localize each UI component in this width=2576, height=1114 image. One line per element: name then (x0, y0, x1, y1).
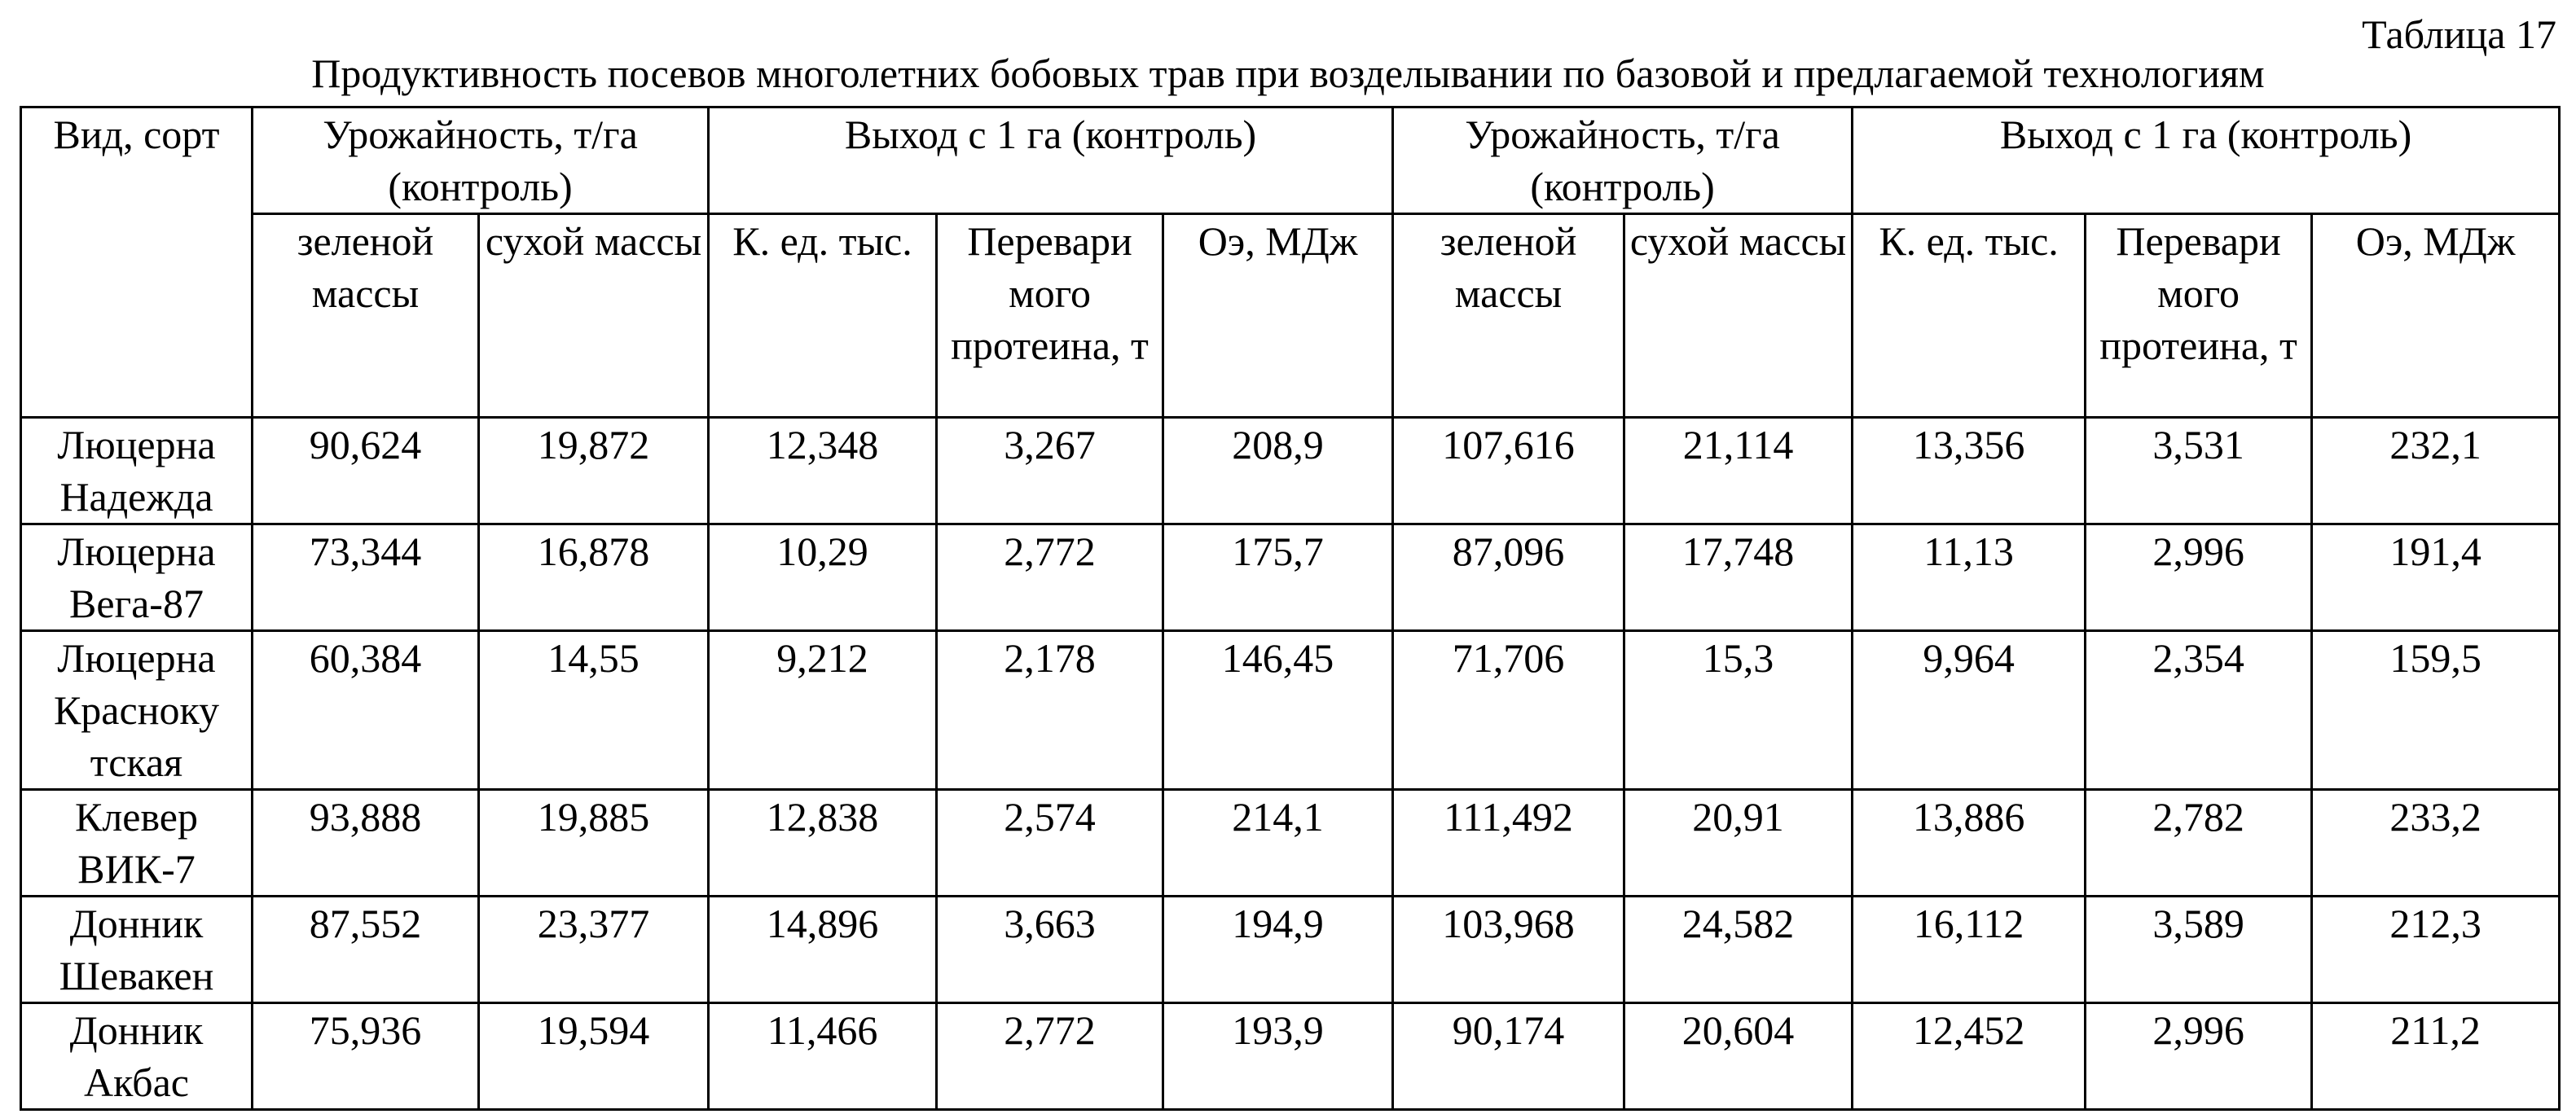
table-cell: 10,29 (709, 524, 937, 631)
table-cell: 14,55 (479, 631, 709, 790)
header-group-yield-base: Урожайность, т/га (контроль) (253, 107, 709, 214)
subheader-cell: Перевари мого протеина, т (2086, 214, 2312, 418)
table-number-label: Таблица 17 (2362, 11, 2556, 57)
table-cell: 193,9 (1163, 1003, 1393, 1110)
table-cell: 191,4 (2312, 524, 2560, 631)
table-cell: 20,91 (1624, 790, 1853, 897)
table-cell: 208,9 (1163, 418, 1393, 524)
header-row-groups (21, 107, 2560, 214)
table-cell: 2,574 (937, 790, 1163, 897)
table-cell: 2,354 (2086, 631, 2312, 790)
table-cell: 2,996 (2086, 524, 2312, 631)
table-cell: 2,178 (937, 631, 1163, 790)
table-cell: 2,772 (937, 1003, 1163, 1110)
table-caption: Продуктивность посевов многолетних бобовых трав при возделывании по базовой и предлагаемой технологиям (311, 50, 2265, 96)
table-row (21, 897, 2560, 1003)
table-cell: 12,452 (1853, 1003, 2086, 1110)
table-cell: 211,2 (2312, 1003, 2560, 1110)
header-row-subcolumns (21, 214, 2560, 418)
table-cell: 111,492 (1393, 790, 1624, 897)
table-cell: 87,096 (1393, 524, 1624, 631)
subheader-cell: Перевари мого протеина, т (937, 214, 1163, 418)
table-cell: 3,663 (937, 897, 1163, 1003)
table-cell: 13,356 (1853, 418, 2086, 524)
subheader-cell: зеленой массы (253, 214, 479, 418)
table-cell: 15,3 (1624, 631, 1853, 790)
table-cell: 24,582 (1624, 897, 1853, 1003)
table-cell: 90,174 (1393, 1003, 1624, 1110)
row-variety-name: Клевер ВИК-7 (21, 790, 253, 897)
table-cell: 2,772 (937, 524, 1163, 631)
table-cell: 21,114 (1624, 418, 1853, 524)
table-cell: 2,782 (2086, 790, 2312, 897)
table-cell: 103,968 (1393, 897, 1624, 1003)
row-variety-name: Люцерна Красноку тская (21, 631, 253, 790)
table-cell: 13,886 (1853, 790, 2086, 897)
table-cell: 233,2 (2312, 790, 2560, 897)
table-cell: 146,45 (1163, 631, 1393, 790)
table-cell: 14,896 (709, 897, 937, 1003)
table-cell: 90,624 (253, 418, 479, 524)
table-cell: 3,589 (2086, 897, 2312, 1003)
header-group-output-base: Выход с 1 га (контроль) (709, 107, 1393, 214)
table-cell: 16,878 (479, 524, 709, 631)
table-cell: 73,344 (253, 524, 479, 631)
subheader-cell: сухой массы (1624, 214, 1853, 418)
table-cell: 19,872 (479, 418, 709, 524)
subheader-cell: Оэ, МДж (2312, 214, 2560, 418)
table-cell: 71,706 (1393, 631, 1624, 790)
header-group-yield-proposed: Урожайность, т/га (контроль) (1393, 107, 1853, 214)
table-cell: 23,377 (479, 897, 709, 1003)
table-cell: 2,996 (2086, 1003, 2312, 1110)
table-cell: 75,936 (253, 1003, 479, 1110)
table-cell: 19,594 (479, 1003, 709, 1110)
table-cell: 12,348 (709, 418, 937, 524)
table-row (21, 418, 2560, 524)
subheader-cell: сухой массы (479, 214, 709, 418)
table-cell: 232,1 (2312, 418, 2560, 524)
table-cell: 214,1 (1163, 790, 1393, 897)
row-variety-name: Донник Акбас (21, 1003, 253, 1110)
productivity-table (20, 106, 2561, 1111)
subheader-cell: К. ед. тыс. (1853, 214, 2086, 418)
header-variety: Вид, сорт (21, 107, 253, 418)
subheader-cell: зеленой массы (1393, 214, 1624, 418)
table-cell: 9,964 (1853, 631, 2086, 790)
table-cell: 12,838 (709, 790, 937, 897)
table-cell: 11,466 (709, 1003, 937, 1110)
table-cell: 87,552 (253, 897, 479, 1003)
table-cell: 9,212 (709, 631, 937, 790)
table-row (21, 524, 2560, 631)
table-cell: 212,3 (2312, 897, 2560, 1003)
table-cell: 60,384 (253, 631, 479, 790)
table-cell: 159,5 (2312, 631, 2560, 790)
table-row (21, 1003, 2560, 1110)
table-cell: 93,888 (253, 790, 479, 897)
table-cell: 194,9 (1163, 897, 1393, 1003)
table-row (21, 631, 2560, 790)
row-variety-name: Донник Шевакен (21, 897, 253, 1003)
table-row (21, 790, 2560, 897)
table-cell: 17,748 (1624, 524, 1853, 631)
subheader-cell: Оэ, МДж (1163, 214, 1393, 418)
table-cell: 11,13 (1853, 524, 2086, 631)
table-cell: 175,7 (1163, 524, 1393, 631)
table-cell: 3,267 (937, 418, 1163, 524)
table-cell: 19,885 (479, 790, 709, 897)
row-variety-name: Люцерна Надежда (21, 418, 253, 524)
header-group-output-proposed: Выход с 1 га (контроль) (1853, 107, 2560, 214)
table-cell: 3,531 (2086, 418, 2312, 524)
subheader-cell: К. ед. тыс. (709, 214, 937, 418)
table-cell: 20,604 (1624, 1003, 1853, 1110)
table-cell: 107,616 (1393, 418, 1624, 524)
table-cell: 16,112 (1853, 897, 2086, 1003)
row-variety-name: Люцерна Вега-87 (21, 524, 253, 631)
